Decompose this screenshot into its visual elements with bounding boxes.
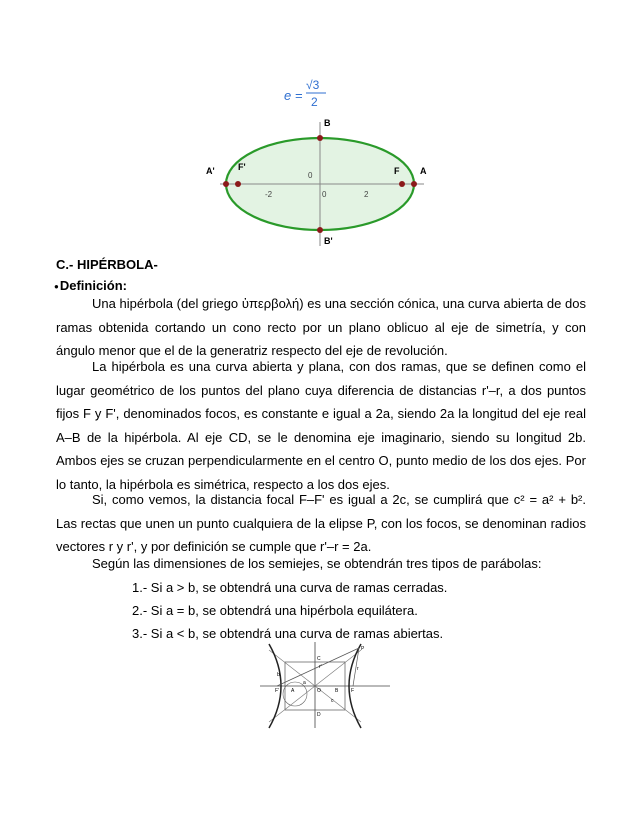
paragraph-locus: La hipérbola es una curva abierta y plana, con dos ramas, que se definen como el lugar geométrico de los puntos del plano cuya diferencia de distancias r'–r, a dos puntos fijos F y F', denominados focos, es constante e igual a 2a, siendo 2a la longitud del eje real A–B de la hipérbola. Al eje CD, se le denomina eje imaginario, siendo su longitud 2b. Ambos ejes se cruzan perpendicularmente en el centro O, punto medio de los dos ejes. Por lo tanto, la hipérbola es simétrica, respecto a los dos ejes. (56, 359, 586, 492)
label-b: b (277, 672, 280, 678)
eccentricity-lhs: e = (284, 88, 303, 103)
point-B (317, 135, 323, 141)
origin-label: 0 (308, 171, 313, 180)
label-A: A (420, 166, 427, 176)
radius-vector-r-prime (277, 648, 359, 686)
list-item-2: 2.- Si a = b, se obtendrá una hipérbola equilátera. (132, 603, 418, 618)
paragraph-focal: Si, como vemos, la distancia focal F–F' es igual a 2c, se cumplirá que c² = a² + b². Las rectas que unen un punto cualquiera de la elipse P, con los focos, se denominan radios vectores r y r', y por definición se cumple que r'–r = 2a. (56, 492, 586, 555)
label-F-prime: F' (275, 688, 280, 694)
list-item-1: 1.- Si a > b, se obtendrá una curva de ramas cerradas. (132, 580, 448, 595)
subheading-definition (54, 278, 127, 293)
label-A: A (291, 688, 295, 694)
label-c: c (331, 698, 334, 704)
label-P: P (361, 646, 365, 652)
label-r: r (357, 666, 359, 672)
label-a: a (303, 680, 306, 686)
label-B: B (324, 118, 331, 128)
label-B: B (335, 688, 339, 694)
point-A (411, 181, 417, 187)
list-item-3: 3.- Si a < b, se obtendrá una curva de ramas abiertas. (132, 626, 444, 641)
label-F: F (394, 166, 400, 176)
tick-label: 0 (322, 190, 327, 199)
label-C: C (317, 656, 321, 662)
tick-label: -2 (265, 190, 273, 199)
point-F-prime (235, 181, 241, 187)
label-D: D (317, 712, 321, 718)
eccentricity-denominator: 2 (311, 95, 318, 109)
label-O: O (317, 688, 321, 694)
label-B-prime: B' (324, 236, 333, 246)
point-F (399, 181, 405, 187)
label-F: F (351, 688, 355, 694)
tick-label: 2 (364, 190, 369, 199)
section-title: C.- HIPÉRBOLA- (56, 257, 158, 272)
point-A-prime (223, 181, 229, 187)
paragraph-definition: Una hipérbola (del griego ὑπερβολή) es una sección cónica, una curva abierta de dos ramas obtenida cortando un cono recto por un plano oblicuo al eje de simetría, y con ángulo menor que el de la generatriz respecto del eje de revolución. (56, 296, 586, 359)
point-B-prime (317, 227, 323, 233)
paragraph-types-intro: Según las dimensiones de los semiejes, se obtendrán tres tipos de parábolas: (92, 556, 542, 571)
label-F-prime: F' (238, 162, 246, 172)
label-A-prime: A' (206, 166, 215, 176)
eccentricity-numerator: √3 (306, 78, 320, 92)
hyperbola-figure (255, 640, 395, 730)
ellipse-figure (180, 70, 440, 250)
subheading-label: Definición: (59, 278, 128, 293)
label-r-prime: r' (319, 664, 322, 670)
bullet-icon: ● (54, 282, 59, 291)
